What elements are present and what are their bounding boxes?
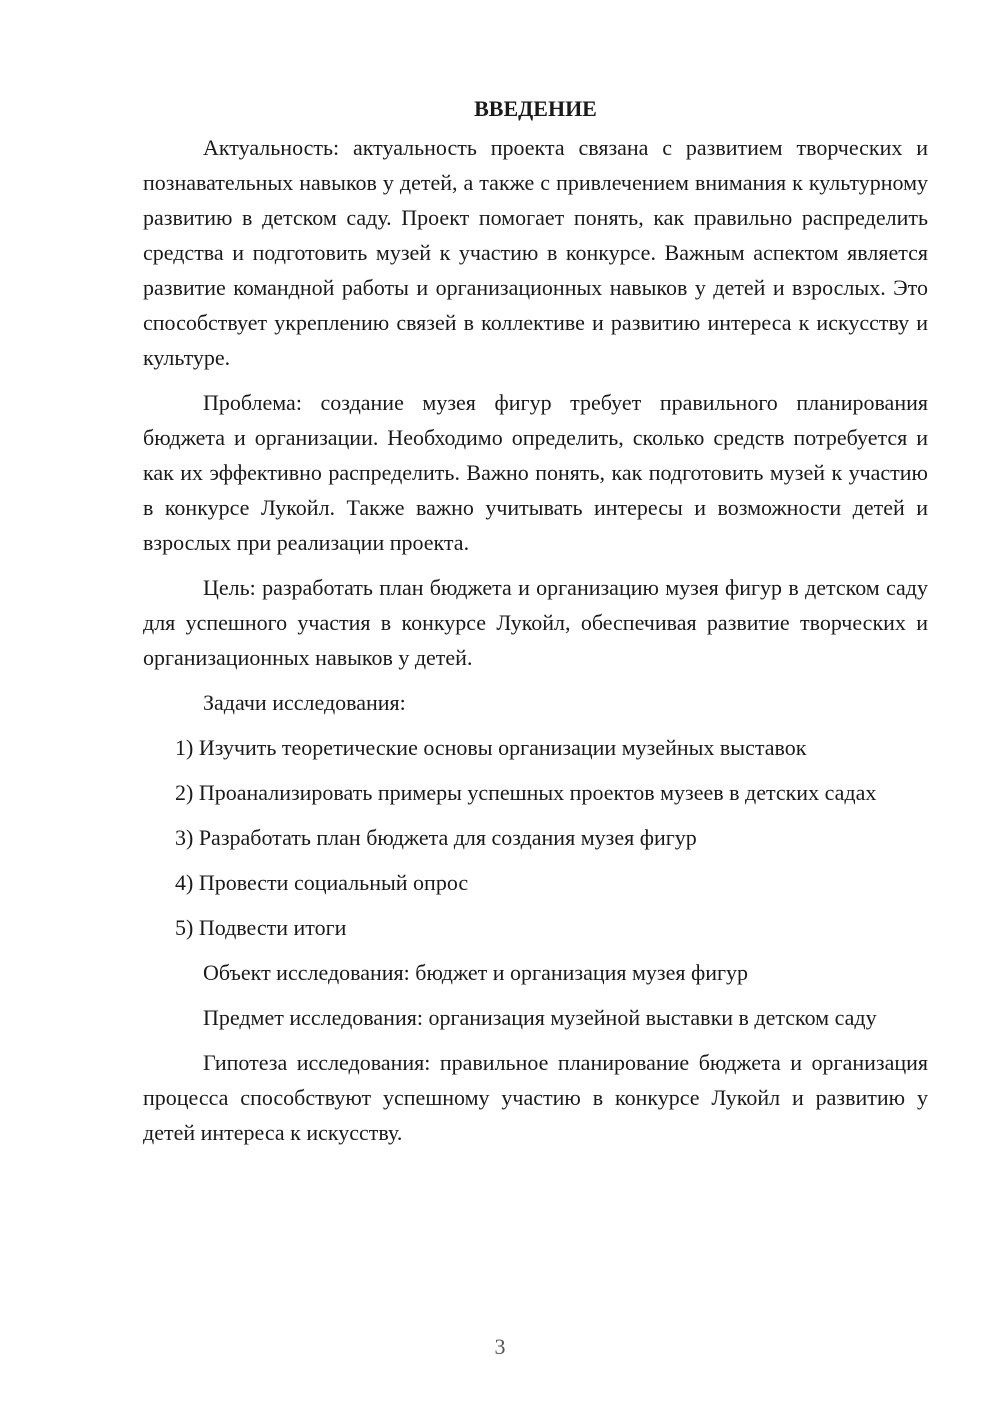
list-item: 5) Подвести итоги — [175, 915, 347, 940]
list-item: 2) Проанализировать примеры успешных проектов музеев в детских садах — [175, 780, 877, 805]
page-number: 3 — [494, 1334, 506, 1359]
goal-paragraph: Цель: разработать план бюджета и организацию музея фигур в детском саду для успешного участия в конкурсе Лукойл, обеспечивая развитие творческих и организационных навыков у детей. — [143, 575, 928, 670]
tasks-heading: Задачи исследования: — [203, 690, 406, 715]
tasks-list — [143, 730, 928, 945]
problem-paragraph: Проблема: создание музея фигур требует правильного планирования бюджета и организации. Необходимо определить, сколько средств потребуется и как их эффективно распределить. Важно понять, как подготовить музей к участию в конкурсе Лукойл. Также важно учитывать интересы и возможности детей и взрослых при реализации проекта. — [143, 390, 928, 555]
list-item: 3) Разработать план бюджета для создания музея фигур — [175, 825, 697, 850]
relevance-paragraph: Актуальность: актуальность проекта связана с развитием творческих и познавательных навыков у детей, а также с привлечением внимания к культурному развитию в детском саду. Проект помогает понять, как правильно распределить средства и подготовить музей к участию в конкурсе. Важным аспектом является развитие командной работы и организационных навыков у детей и взрослых. Это способствует укреплению связей в коллективе и развитию интереса к искусству и культуре. — [143, 135, 928, 370]
object-paragraph: Объект исследования: бюджет и организация музея фигур — [203, 960, 749, 985]
document-page — [143, 92, 928, 1150]
page-title: ВВЕДЕНИЕ — [474, 96, 597, 121]
list-item: 1) Изучить теоретические основы организации музейных выставок — [175, 735, 807, 760]
list-item: 4) Провести социальный опрос — [175, 870, 469, 895]
hypothesis-paragraph: Гипотеза исследования: правильное планирование бюджета и организация процесса способствуют успешному участию в конкурсе Лукойл и развитию у детей интереса к искусству. — [143, 1050, 928, 1145]
subject-paragraph: Предмет исследования: организация музейной выставки в детском саду — [203, 1005, 877, 1030]
